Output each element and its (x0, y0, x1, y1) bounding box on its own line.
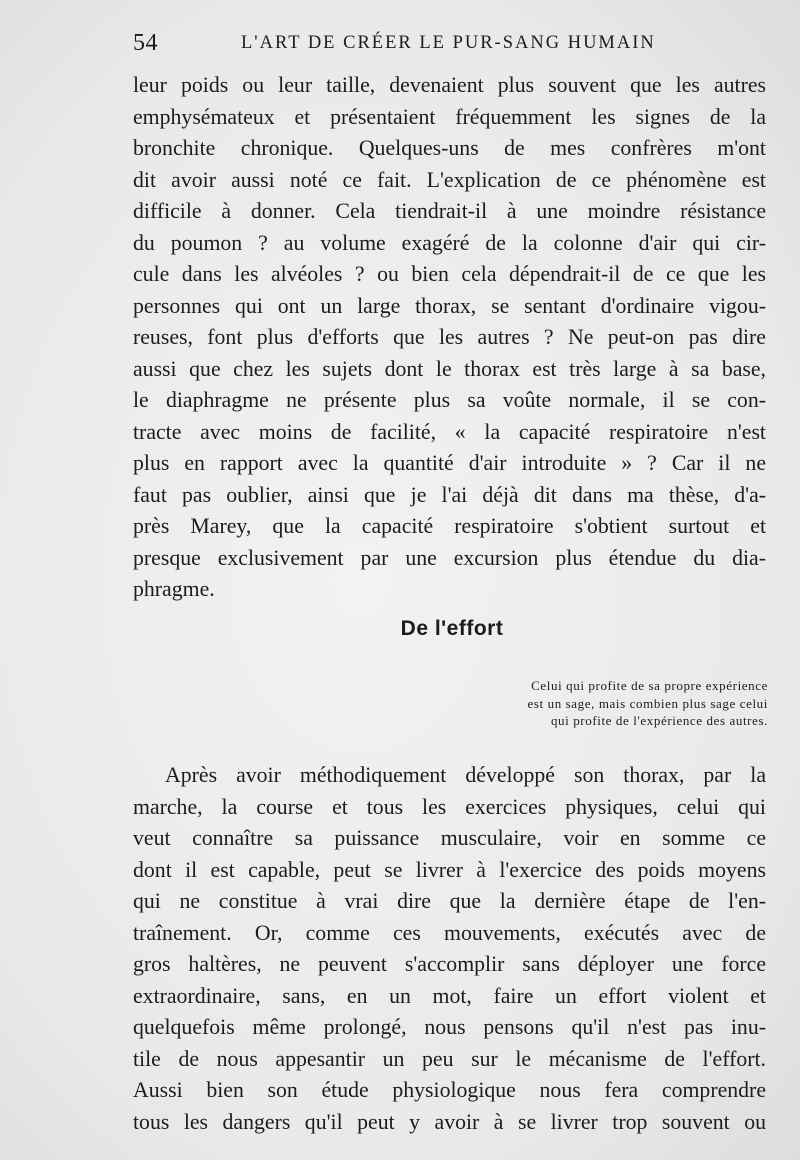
epigraph (470, 677, 768, 730)
text-line: leur poids ou leur taille, devenaient plus souvent que les autres (133, 73, 766, 97)
text-line: faut pas oublier, ainsi que je l'ai déjà dit dans ma thèse, d'a- (133, 482, 766, 507)
text-line: extraordinaire, sans, en un mot, faire un effort violent et (133, 983, 766, 1008)
text-line: bronchite chronique. Quelques-uns de mes confrères m'ont (133, 136, 766, 160)
epigraph-line: qui profite de l'expérience des autres. (550, 713, 768, 728)
page-number: 54 (133, 30, 158, 56)
text-line: près Marey, que la capacité respiratoire s'obtient surtout et (133, 514, 766, 538)
paragraph-continued (133, 70, 766, 606)
paragraph-effort (133, 760, 766, 1138)
text-line: tracte avec moins de facilité, « la capacité respiratoire n'est (133, 419, 766, 444)
text-line: Après avoir méthodiquement développé son thorax, par la (165, 763, 766, 787)
text-line: tous les dangers qu'il peut y avoir à se livrer trop souvent ou (133, 1109, 766, 1134)
text-line: aussi que chez les sujets dont le thorax est très large à sa base, (133, 356, 766, 381)
text-line: Aussi bien son étude physiologique nous fera comprendre (133, 1078, 766, 1102)
running-title: L'ART DE CRÉER LE PUR-SANG HUMAIN (241, 33, 656, 53)
text-line: qui ne constitue à vrai dire que la dernière étape de l'en- (133, 889, 766, 913)
text-line: dont il est capable, peut se livrer à l'exercice des poids moyens (133, 857, 766, 882)
page-header (133, 30, 773, 64)
text-line: emphysémateux et présentaient fréquemment les signes de la (133, 104, 766, 129)
text-line: difficile à donner. Cela tiendrait-il à une moindre résistance (133, 199, 766, 223)
text-line: dit avoir aussi noté ce fait. L'explication de ce phénomène est (133, 167, 766, 192)
text-line: plus en rapport avec la quantité d'air introduite » ? Car il ne (133, 451, 766, 475)
text-line: personnes qui ont un large thorax, se sentant d'ordinaire vigou- (133, 293, 766, 318)
text-line: tile de nous appesantir un peu sur le mécanisme de l'effort. (133, 1046, 766, 1071)
text-line: phragme. (133, 577, 215, 601)
text-line: reuses, font plus d'efforts que les autres ? Ne peut-on pas dire (133, 325, 766, 349)
text-line: veut connaître sa puissance musculaire, voir en somme ce (133, 826, 766, 850)
text-line: gros haltères, ne peuvent s'accomplir sans déployer une force (133, 952, 766, 976)
text-line: marche, la course et tous les exercices physiques, celui qui (133, 794, 766, 819)
text-line: cule dans les alvéoles ? ou bien cela dépendrait-il de ce que les (133, 262, 766, 286)
text-line: traînement. Or, comme ces mouvements, exécutés avec de (133, 920, 766, 945)
epigraph-line: est un sage, mais combien plus sage celui (527, 695, 768, 711)
epigraph-line: Celui qui profite de sa propre expérience (531, 678, 768, 693)
text-line: quelquefois même prolongé, nous pensons qu'il n'est pas inu- (133, 1015, 766, 1039)
text-line: du poumon ? au volume exagéré de la colonne d'air qui cir- (133, 230, 766, 255)
text-line: le diaphragme ne présente plus sa voûte normale, il se con- (133, 388, 766, 412)
text-line: presque exclusivement par une excursion plus étendue du dia- (133, 545, 766, 570)
section-heading: De l'effort (400, 617, 504, 640)
